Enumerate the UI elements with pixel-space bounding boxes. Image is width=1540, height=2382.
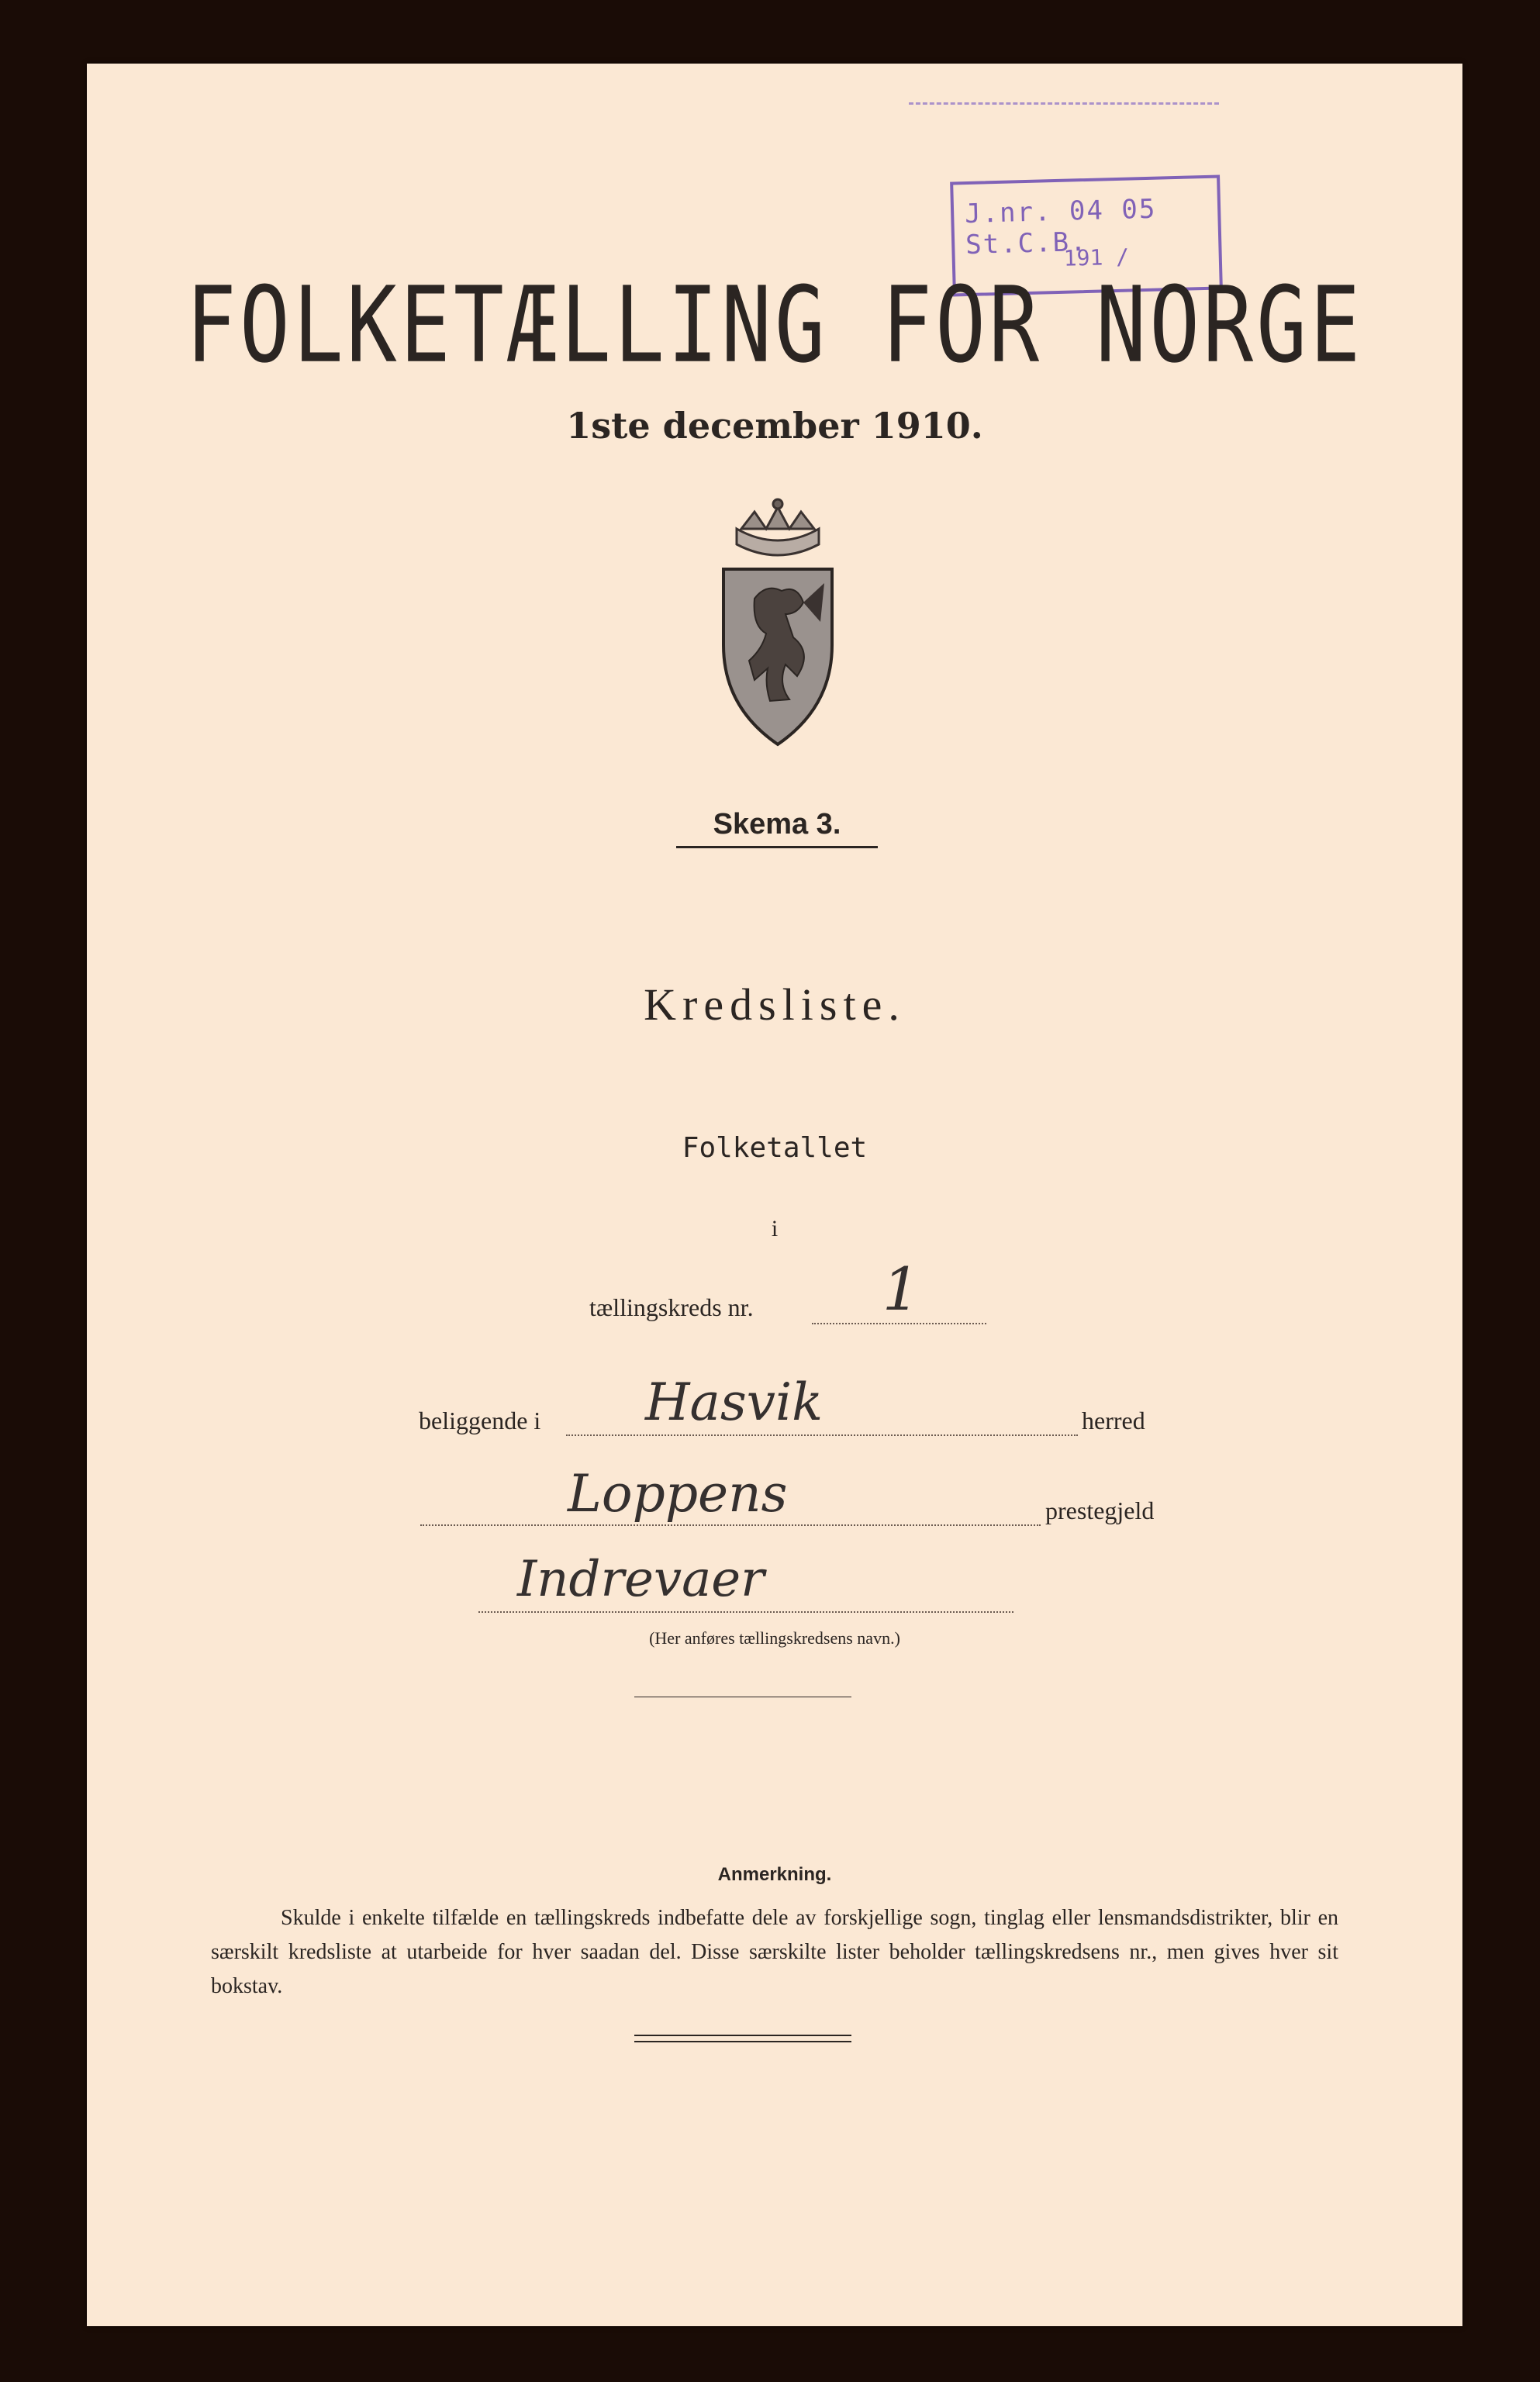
stamp-line-2: 191 /	[1063, 243, 1130, 271]
double-rule-bottom	[634, 2041, 851, 2042]
district-name-line	[478, 1611, 1013, 1613]
herred-label: herred	[1082, 1407, 1145, 1434]
parish-line	[420, 1524, 1041, 1526]
parish-label: prestegjeld	[1045, 1497, 1155, 1524]
population-heading: Folketallet	[682, 1132, 868, 1164]
district-name-hint: (Her anføres tællingskredsens navn.)	[649, 1628, 900, 1648]
note-body: Skulde i enkelte tilfælde en tællingskreds indbefatte dele av forskjellige sogn, tinglag eller lensmandsdistrikter, blir en særskilt kredsliste at utarbeide for hver saadan del. Disse særskilte lister beholder tællingskredsens nr., men gives hver sit bokstav.	[211, 1906, 1338, 1998]
district-number-label: tællingskreds nr.	[589, 1293, 754, 1321]
form-type-title: Kredsliste.	[644, 979, 906, 1030]
note-heading: Anmerkning.	[717, 1864, 832, 1885]
located-in-label: beliggende i	[419, 1407, 541, 1434]
parish-value: Loppens	[568, 1464, 788, 1524]
stamp-dashes	[909, 102, 1219, 105]
preposition-i: i	[771, 1216, 779, 1241]
district-name-value: Indrevaer	[517, 1551, 765, 1608]
stamp-line-1: J.nr. 04 05 St.C.B.	[964, 193, 1157, 261]
schema-label: Skema 3.	[676, 808, 878, 848]
norwegian-coat-of-arms-icon	[681, 498, 875, 754]
herred-line	[566, 1434, 1078, 1436]
district-number-value: 1	[882, 1255, 920, 1324]
page-title: FOLKETÆLLING FOR NORGE	[185, 265, 1364, 387]
double-rule-top	[634, 2035, 851, 2036]
census-form-page	[87, 64, 1462, 2326]
census-date: 1ste december 1910.	[566, 405, 983, 447]
herred-value: Hasvik	[645, 1372, 824, 1432]
